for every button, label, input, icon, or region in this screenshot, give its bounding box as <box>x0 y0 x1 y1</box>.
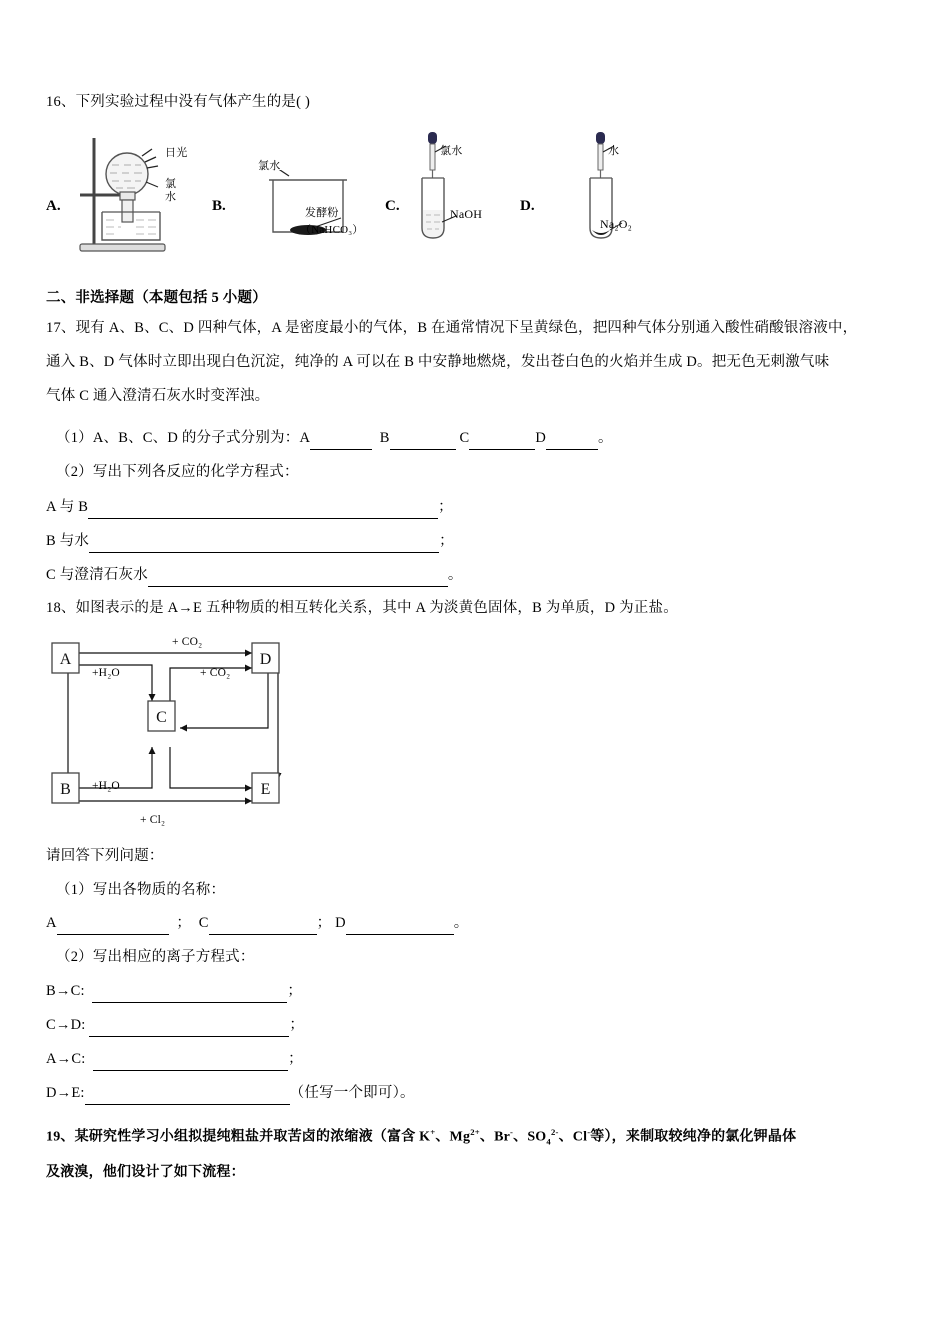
q18-prompt: 请回答下列问题： <box>46 848 164 864</box>
q17-answer-b-blank[interactable] <box>390 435 456 450</box>
q18-ion-equation-3 <box>46 1049 303 1071</box>
q18-name-d-label: D <box>335 915 346 931</box>
q16-number: 16 <box>46 94 61 110</box>
q16-figure-b-label-chlorine-water: 氯水 <box>258 160 281 172</box>
q17-eq2-end: ； <box>439 533 454 549</box>
q18-eq1-label: B→C: <box>46 983 85 999</box>
q16-figure-c-label-chlorine-water: 氯水 <box>440 145 463 157</box>
q17-eq1-label: A 与 B <box>46 499 89 515</box>
q16-figure-a-label-chlorine-water: 氯水 <box>165 178 177 203</box>
q16-figure-d-label-water: 水 <box>608 145 620 157</box>
q17-number: 17 <box>46 320 61 336</box>
q17-sub1-prefix: （1）A、B、C、D 的分子式分别为： <box>56 430 300 446</box>
svg-text:D: D <box>259 651 272 668</box>
q17-equation-2 <box>46 531 454 553</box>
svg-text:A: A <box>59 651 72 668</box>
q18-name-c-blank[interactable] <box>209 920 317 935</box>
question-17-stem-line-1 <box>46 318 857 340</box>
q18-name-end: 。 <box>453 915 469 931</box>
q18-eq2-end: ； <box>289 1017 305 1033</box>
q19-stem-1b: 、Mg <box>435 1129 471 1145</box>
q19-sup-mg: 2+ <box>470 1127 480 1137</box>
question-18-stem <box>46 598 678 620</box>
question-19-stem-line-1 <box>46 1126 796 1148</box>
q18-edge-label-cl2: + Cl₂ <box>140 814 166 826</box>
q18-name-a-label: A <box>46 915 57 931</box>
q18-name-d-blank[interactable] <box>346 920 454 935</box>
q18-eq1-blank[interactable] <box>92 988 287 1003</box>
question-17-sub-2: （2）写出下列各反应的化学方程式： <box>56 464 299 480</box>
q16-figure-b-label-nahco3: （NaHCO₃） <box>300 224 364 236</box>
q18-name-sep-2: ； <box>316 915 332 931</box>
q16-figure-b-label-baking-powder: 发酵粉 <box>305 207 339 219</box>
q18-number: 18 <box>46 600 61 616</box>
q17-equation-3 <box>46 565 463 587</box>
question-17-stem-line-3: 气体 C 通入澄清石灰水时变浑浊。 <box>46 388 270 404</box>
q17-answer-c-label: C <box>459 430 470 446</box>
svg-text:B: B <box>60 781 71 798</box>
q18-stem-text: 、如图表示的是 A→E 五种物质的相互转化关系，其中 A 为淡黄色固体，B 为单质，D 为正盐。 <box>60 600 678 616</box>
q17-answer-a-label: A <box>299 430 311 446</box>
q19-sup-so4: 2- <box>550 1127 559 1137</box>
svg-text:C: C <box>156 709 167 726</box>
q17-answer-a-blank[interactable] <box>310 435 372 450</box>
q18-ion-equation-2 <box>46 1015 304 1037</box>
q18-name-c-label: C <box>198 915 209 931</box>
q18-edge-label-h2o-a: +H₂O <box>92 667 120 679</box>
q18-name-sep-1: ； <box>176 915 192 931</box>
q18-sub-1: （1）写出各物质的名称： <box>56 882 226 898</box>
q17-answer-c-blank[interactable] <box>469 435 535 450</box>
q18-name-a-blank[interactable] <box>57 920 169 935</box>
q17-eq1-blank[interactable] <box>88 504 438 519</box>
q18-ion-equation-1 <box>46 981 302 1003</box>
q16-option-letter-d[interactable]: D. <box>520 198 535 214</box>
q18-edge-label-co2-top: + CO₂ <box>172 636 203 648</box>
q19-sup-cl: - <box>587 1127 591 1137</box>
q16-stem-text: 、下列实验过程中没有气体产生的是( ) <box>60 94 310 110</box>
q16-figure-d-label-na2o2: Na₂O₂ <box>600 217 633 231</box>
q17-eq3-blank[interactable] <box>148 572 448 587</box>
q18-transformation-diagram <box>40 625 340 840</box>
q17-equation-1 <box>46 497 453 519</box>
q18-ion-equation-4 <box>46 1083 415 1105</box>
q18-edge-label-co2-mid: + CO₂ <box>200 667 231 679</box>
q18-eq1-end: ； <box>287 983 303 999</box>
q16-option-letter-b[interactable]: B. <box>212 198 226 214</box>
question-19-stem-line-2: 及液溴，他们设计了如下流程： <box>46 1165 245 1180</box>
q18-eq4-end: （任写一个即可）。 <box>289 1085 415 1101</box>
q18-eq2-blank[interactable] <box>89 1022 289 1037</box>
q16-option-letter-a[interactable]: A. <box>46 198 61 214</box>
q17-sub1-end: 。 <box>598 430 613 446</box>
q19-stem-1d: 、SO <box>513 1129 547 1145</box>
q18-eq2-label: C→D: <box>46 1017 86 1033</box>
q18-eq3-blank[interactable] <box>93 1056 288 1071</box>
question-16-stem <box>46 92 310 114</box>
section-2-heading: 二、非选择题（本题包括 5 小题） <box>46 290 267 306</box>
svg-text:E: E <box>260 781 271 798</box>
q16-figure-a-label-sunlight: 日光 <box>165 147 188 159</box>
question-17-stem-line-2: 通入 B、D 气体时立即出现白色沉淀，纯净的 A 可以在 B 中安静地燃烧，发出苍白色的火焰并生成 D。把无色无刺激气味 <box>46 354 830 370</box>
q18-names-row <box>46 913 468 935</box>
q17-eq2-blank[interactable] <box>89 538 439 553</box>
q17-answer-d-blank[interactable] <box>546 435 598 450</box>
q19-stem-1f: 等），来制取较纯净的氯化钾晶体 <box>590 1129 797 1145</box>
q16-option-letter-c[interactable]: C. <box>385 198 400 214</box>
q18-edge-label-h2o-b: +H₂O <box>92 780 120 792</box>
q18-eq3-end: ； <box>288 1051 303 1067</box>
q17-eq3-end: 。 <box>447 567 463 583</box>
q19-stem-1c: 、Br <box>479 1129 511 1145</box>
q18-eq3-label: A→C: <box>46 1051 86 1067</box>
q19-sub-so4: 4 <box>546 1136 551 1147</box>
question-17-sub-1 <box>56 428 613 450</box>
q17-eq2-label: B 与水 <box>46 533 90 549</box>
q17-eq1-end: ； <box>438 499 453 515</box>
q18-sub-2: （2）写出相应的离子方程式： <box>56 949 255 965</box>
q18-eq4-label: D→E: <box>46 1085 85 1101</box>
q19-stem-1e: 、Cl <box>558 1129 588 1145</box>
q18-eq4-blank[interactable] <box>85 1090 290 1105</box>
q16-figure-c-label-naoh: NaOH <box>450 207 483 221</box>
q17-stem-1: 、现有 A、B、C、D 四种气体，A 是密度最小的气体，B 在通常情况下呈黄绿色，把四种气体分别通入酸性硝酸银溶液中， <box>60 320 858 336</box>
q17-answer-b-label: B <box>379 430 390 446</box>
q19-sup-br: - <box>510 1127 514 1137</box>
q19-number: 19 <box>46 1129 61 1145</box>
q17-eq3-label: C 与澄清石灰水 <box>46 567 148 583</box>
q17-answer-d-label: D <box>535 430 547 446</box>
q19-stem-1a: 、某研究性学习小组拟提纯粗盐并取苦卤的浓缩液（富含 K <box>60 1129 431 1145</box>
q19-sup-k: + <box>430 1127 436 1137</box>
